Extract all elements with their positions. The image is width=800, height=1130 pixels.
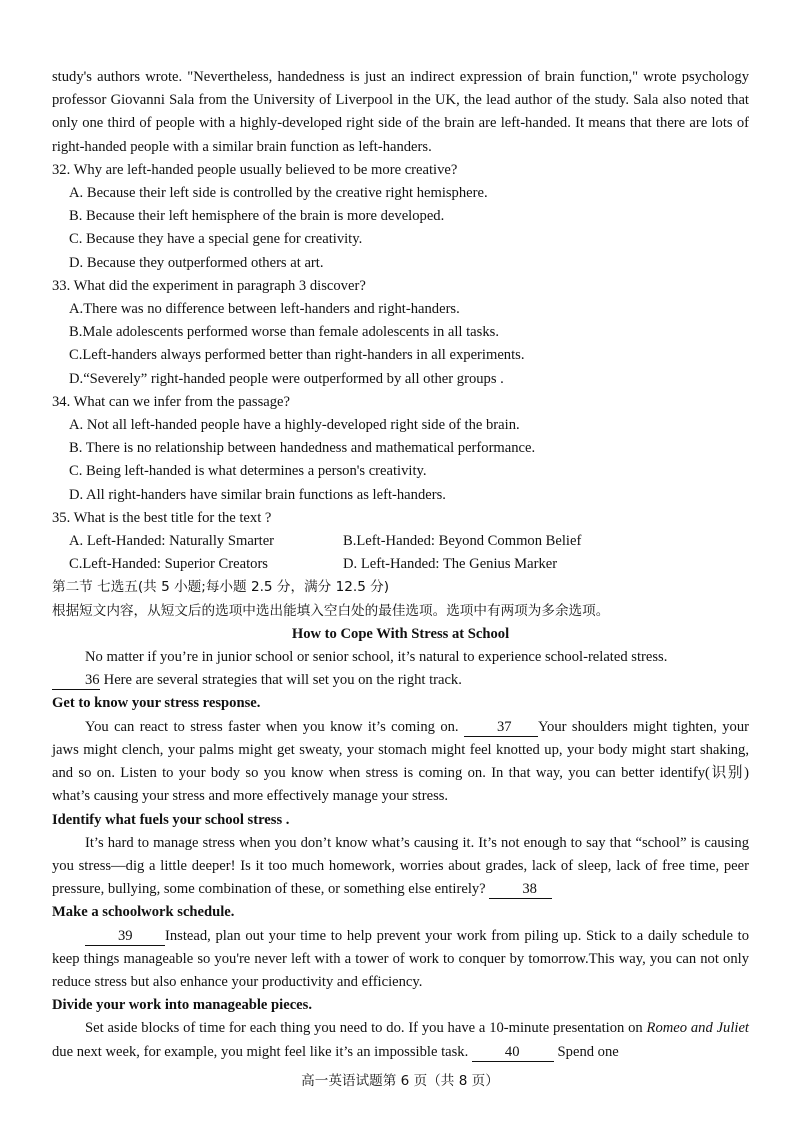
option-row	[52, 530, 749, 553]
option-a: A.There was no difference between left-handers and right-handers.	[69, 301, 460, 318]
option-a: A. Not all left-handed people have a highly-developed right side of the brain.	[69, 417, 520, 434]
paragraph-text: No matter if you’re in junior school or senior school, it’s natural to experience school-related stress.	[85, 649, 668, 666]
option-a: A. Because their left side is controlled by the creative right hemisphere.	[69, 185, 488, 202]
paragraph	[52, 832, 749, 902]
blank-39[interactable]: 39	[85, 927, 165, 946]
passage-end-paragraph: study's authors wrote. "Nevertheless, handedness is just an indirect expression of brain function," wrote psychology professor Giovanni Sala from the University of Liverpool in the UK, the lead author of the study. Sala also noted that only one third of people with a highly-developed right side of the brain are left-handed. It means that there are lots of right-handed people with a similar brain function as left-handers.	[52, 69, 749, 155]
paragraph-text: Set aside blocks of time for each thing you need to do. If you have a 10-minute presentation on	[85, 1020, 643, 1037]
option-b: B.Male adolescents performed worse than female adolescents in all tasks.	[69, 324, 499, 341]
question-stem: 32. Why are left-handed people usually believed to be more creative?	[52, 161, 458, 178]
question-34	[52, 391, 749, 507]
blank-37[interactable]: 37	[464, 718, 538, 737]
option-d: D. Because they outperformed others at art.	[69, 254, 324, 271]
page-content	[52, 66, 749, 1064]
subheading: Identify what fuels your school stress .	[52, 811, 290, 828]
option-c: C. Because they have a special gene for creativity.	[69, 231, 363, 248]
subheading: Divide your work into manageable pieces.	[52, 997, 312, 1014]
italic-title: Romeo and Juliet	[646, 1020, 749, 1037]
paragraph-text: due next week, for example, you might feel like it’s an impossible task.	[52, 1043, 469, 1060]
paragraph-text: It’s hard to manage stress when you don’t know what’s causing it. It’s not enough to say that “school” is causing you stress—dig a little deeper! Is it too much homework, worries about grades, lack of sleep, lack of free time, peer pressure, bullying, some combination of these, or something else entirely?	[52, 834, 749, 898]
option-b: B. Because their left hemisphere of the brain is more developed.	[69, 208, 445, 225]
section-instruction: 根据短文内容，从短文后的选项中选出能填入空白处的最佳选项。选项中有两项为多余选项。	[52, 602, 610, 619]
option-d: D. All right-handers have similar brain functions as left-handers.	[69, 486, 446, 503]
option-c: C.Left-handers always performed better than right-handers in all experiments.	[69, 347, 525, 364]
option-d: D. Left-Handed: The Genius Marker	[343, 556, 558, 573]
option-a: A. Left-Handed: Naturally Smarter	[69, 533, 275, 550]
option-c: C.Left-Handed: Superior Creators	[69, 556, 268, 573]
option-c: C. Being left-handed is what determines a person's creativity.	[69, 463, 427, 480]
paragraph-text: Instead, plan out your time to help prevent your work from piling up. Stick to a daily schedule to keep things manageable so you're never left with a tower of work to conquer by tomorrow.This way, you can not only reduce stress but also enhance your productivity and efficiency.	[52, 927, 749, 990]
question-35	[52, 507, 749, 577]
question-32	[52, 159, 749, 275]
paragraph	[52, 716, 749, 809]
option-row	[52, 553, 749, 576]
paragraph-intro	[52, 646, 749, 692]
question-stem: 33. What did the experiment in paragraph 3 discover?	[52, 277, 366, 294]
paragraph-text: Spend one	[557, 1043, 619, 1060]
blank-36[interactable]: 36	[52, 671, 100, 690]
question-stem: 35. What is the best title for the text ?	[52, 509, 272, 526]
section-heading: 第二节 七选五(共 5 小题;每小题 2.5 分，满分 12.5 分)	[52, 579, 390, 596]
subheading: Get to know your stress response.	[52, 695, 261, 712]
blank-40[interactable]: 40	[472, 1043, 554, 1062]
paragraph-text: You can react to stress faster when you know it’s coming on.	[85, 718, 459, 735]
blank-38[interactable]: 38	[489, 880, 552, 899]
passage-title: How to Cope With Stress at School	[291, 625, 510, 642]
page-footer: 高一英语试题第 6 页（共 8 页）	[301, 1073, 499, 1089]
question-33	[52, 275, 749, 391]
paragraph-text: Your shoulders might tighten, your jaws might clench, your palms might get sweaty, your stomach might feel knotted up, your body might start shaking, and so on. Listen to your body so you know when stress is coming on. In that way, you can better identify(识别) what’s causing your stress and more effectively manage your stress.	[52, 718, 749, 805]
question-stem: 34. What can we infer from the passage?	[52, 393, 290, 410]
paragraph	[52, 925, 749, 995]
option-d: D.“Severely” right-handed people were outperformed by all other groups .	[69, 370, 504, 387]
option-b: B. There is no relationship between handedness and mathematical performance.	[69, 440, 536, 457]
paragraph-text: Here are several strategies that will set you on the right track.	[103, 672, 462, 689]
paragraph	[52, 1017, 749, 1063]
subheading: Make a schoolwork schedule.	[52, 904, 235, 921]
option-b: B.Left-Handed: Beyond Common Belief	[343, 533, 582, 550]
